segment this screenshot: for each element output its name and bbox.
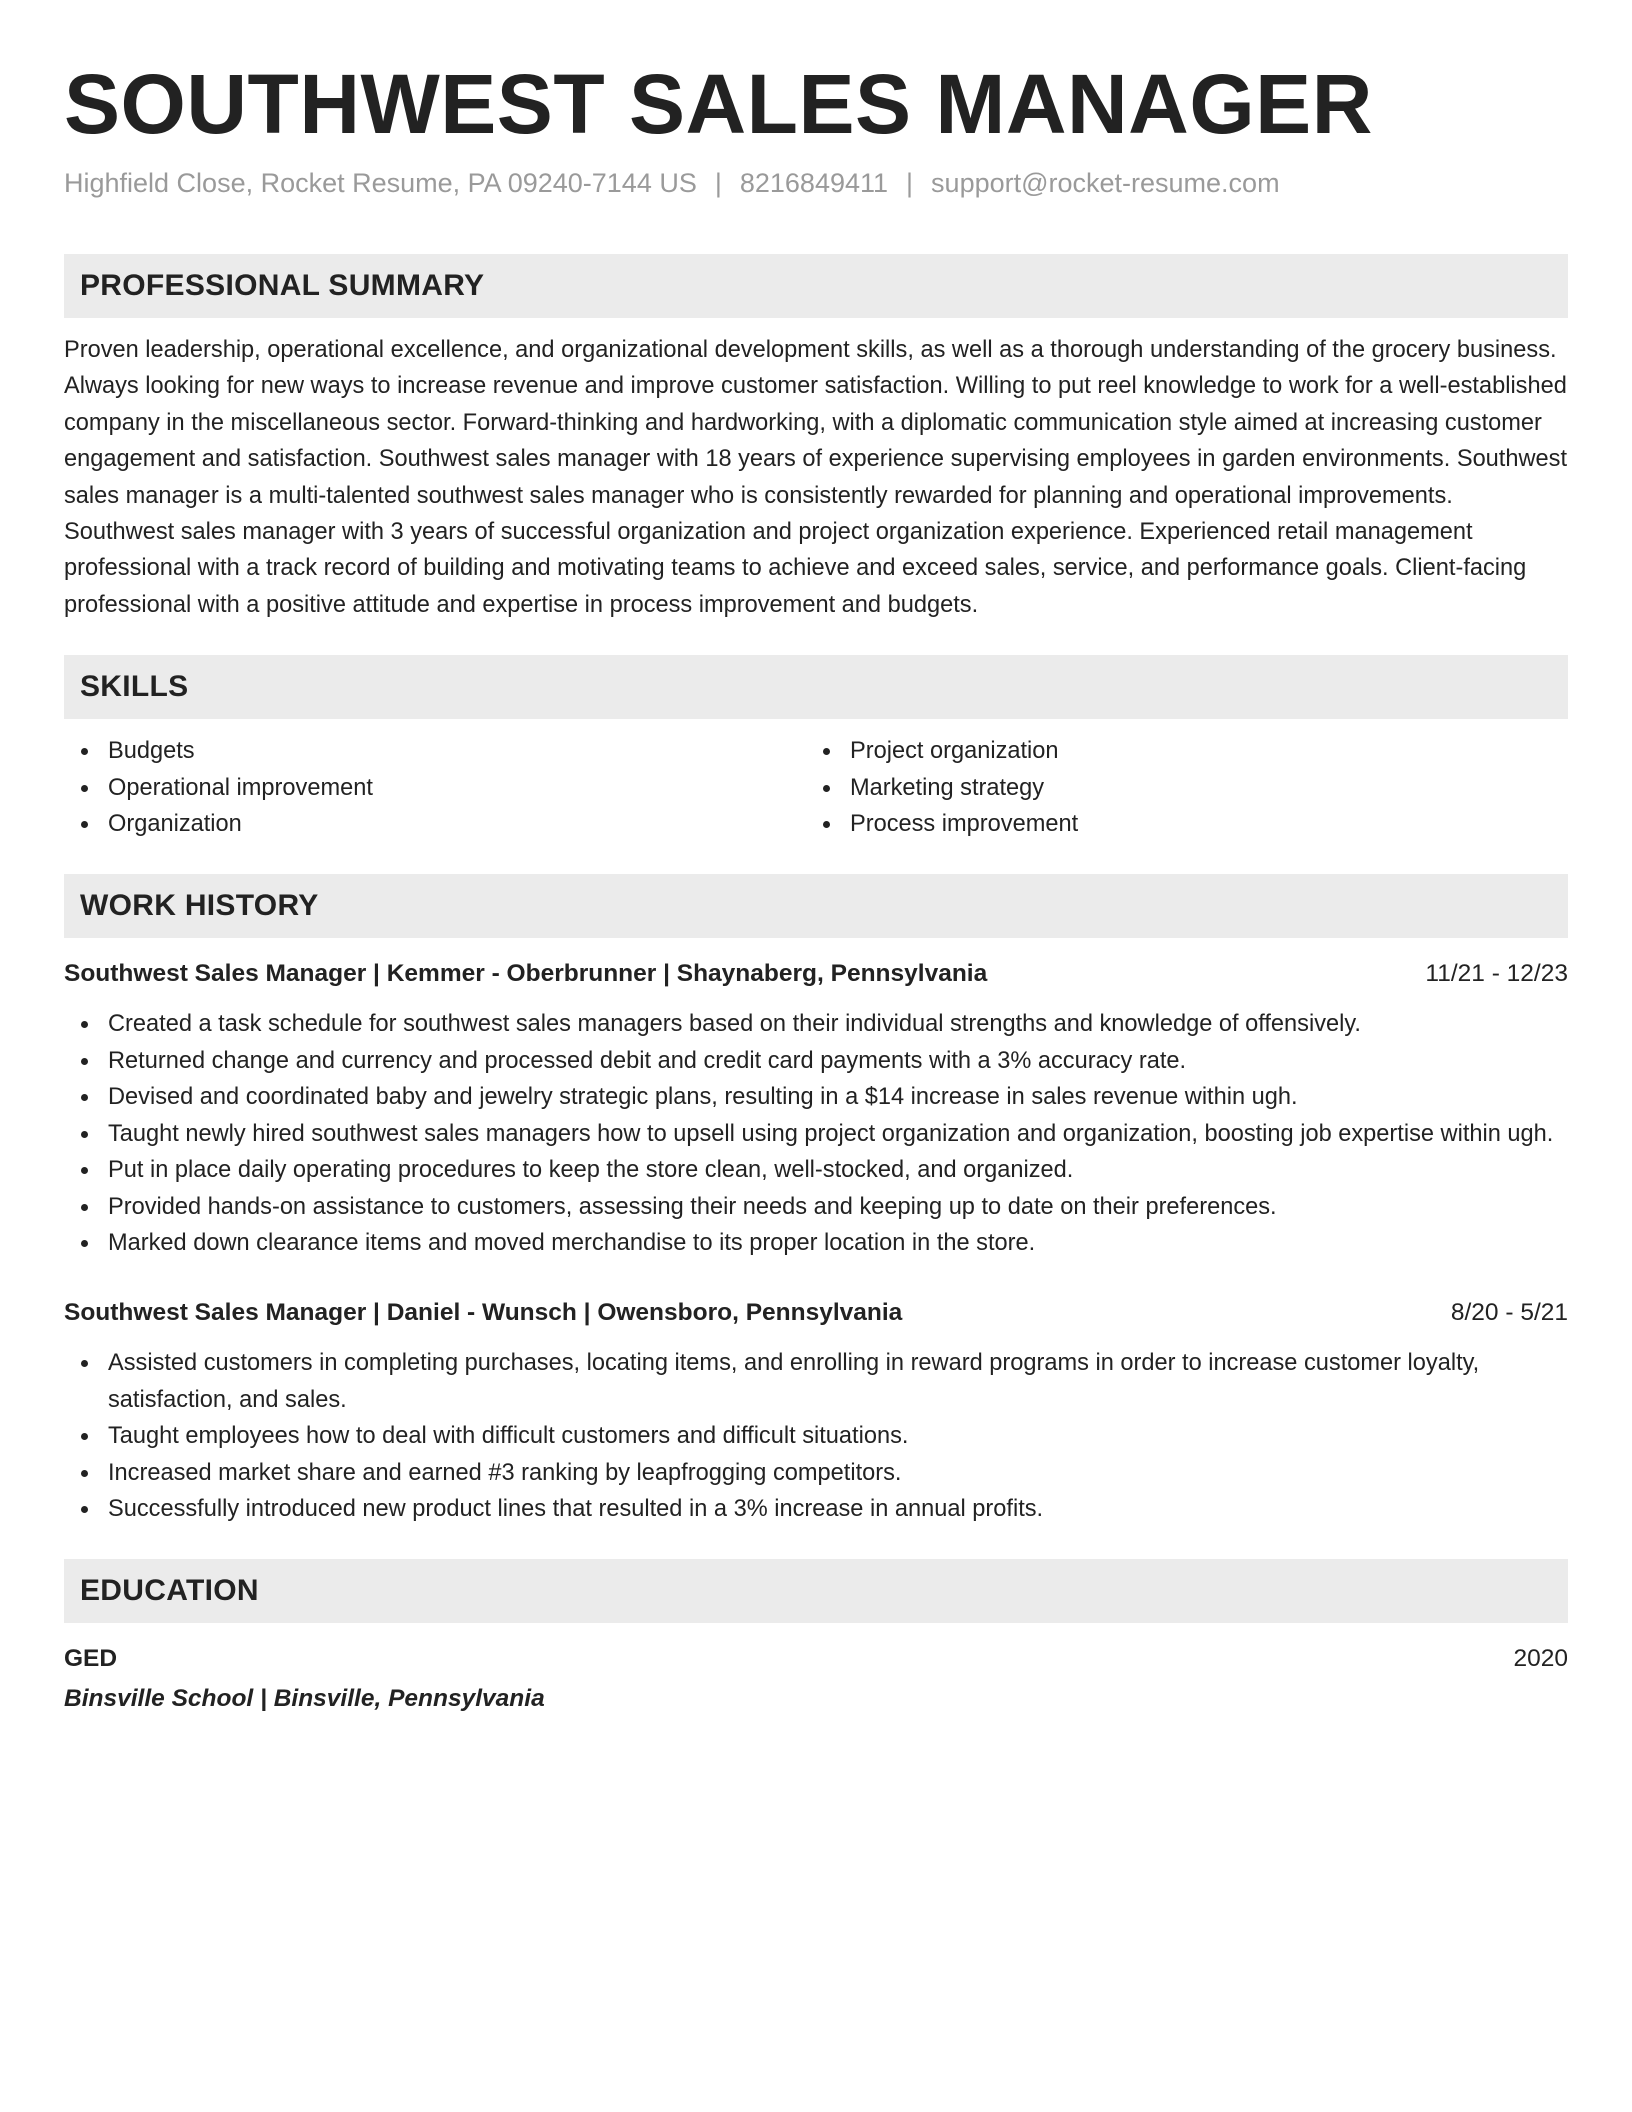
job-bullets	[64, 1345, 1568, 1527]
job-bullet: Put in place daily operating procedures to keep the store clean, well-stocked, and organized.	[64, 1152, 1568, 1188]
skill-item: Organization	[64, 806, 806, 842]
job-bullet: Successfully introduced new product lines that resulted in a 3% increase in annual profits.	[64, 1491, 1568, 1527]
job-title: Southwest Sales Manager | Daniel - Wunsch | Owensboro, Pennsylvania	[64, 1299, 903, 1327]
job-entry	[64, 956, 1568, 1261]
job-bullet: Increased market share and earned #3 ranking by leapfrogging competitors.	[64, 1455, 1568, 1491]
contact-phone: 8216849411	[739, 168, 889, 198]
contact-address: Highfield Close, Rocket Resume, PA 09240-7144 US	[64, 168, 697, 198]
job-bullet: Devised and coordinated baby and jewelry strategic plans, resulting in a $14 increase in sales revenue within ugh.	[64, 1079, 1568, 1115]
job-bullet: Marked down clearance items and moved merchandise to its proper location in the store.	[64, 1225, 1568, 1261]
section-header-education: EDUCATION	[64, 1559, 1568, 1623]
contact-email: support@rocket-resume.com	[931, 168, 1280, 198]
job-bullet: Returned change and currency and processed debit and credit card payments with a 3% accuracy rate.	[64, 1043, 1568, 1079]
job-title: Southwest Sales Manager | Kemmer - Oberbrunner | Shaynaberg, Pennsylvania	[64, 960, 988, 988]
job-bullet: Taught newly hired southwest sales managers how to upsell using project organization and organization, boosting job expertise within ugh.	[64, 1116, 1568, 1152]
education-degree: GED	[64, 1645, 118, 1673]
contact-separator: |	[714, 168, 722, 198]
skills-column-left	[64, 733, 806, 842]
skills-list	[64, 733, 1568, 842]
job-bullet: Assisted customers in completing purchases, locating items, and enrolling in reward programs in order to increase customer loyalty, satisfaction, and sales.	[64, 1345, 1568, 1418]
section-header-skills: SKILLS	[64, 655, 1568, 719]
section-header-summary: PROFESSIONAL SUMMARY	[64, 254, 1568, 318]
contact-line	[64, 166, 1568, 200]
skill-item: Operational improvement	[64, 770, 806, 806]
contact-separator: |	[906, 168, 914, 198]
job-bullets	[64, 1006, 1568, 1261]
skill-item: Process improvement	[806, 806, 1548, 842]
job-bullet: Created a task schedule for southwest sales managers based on their individual strengths and knowledge of offensively.	[64, 1006, 1568, 1042]
skill-item: Budgets	[64, 733, 806, 769]
section-header-work-history: WORK HISTORY	[64, 874, 1568, 938]
summary-text: Proven leadership, operational excellence, and organizational development skills, as well as a thorough understanding of the grocery business. Always looking for new ways to increase revenue and improve customer satisfaction. Willing to put reel knowledge to work for a well-established company in the miscellaneous sector. Forward-thinking and hardworking, with a diplomatic communication style aimed at increasing customer engagement and satisfaction. Southwest sales manager with 18 years of experience supervising employees in garden environments. Southwest sales manager is a multi-talented southwest sales manager who is consistently rewarded for planning and operational improvements. Southwest sales manager with 3 years of successful organization and project organization experience. Experienced retail management professional with a track record of building and motivating teams to achieve and exceed sales, service, and performance goals. Client-facing professional with a positive attitude and expertise in process improvement and budgets.	[64, 337, 1567, 618]
skills-column-right	[806, 733, 1548, 842]
education-school: Binsville School | Binsville, Pennsylvania	[64, 1685, 545, 1713]
job-bullet: Provided hands-on assistance to customers, assessing their needs and keeping up to date on their preferences.	[64, 1189, 1568, 1225]
candidate-name: SOUTHWEST SALES MANAGER	[64, 57, 1373, 151]
job-bullet: Taught employees how to deal with difficult customers and difficult situations.	[64, 1418, 1568, 1454]
job-header	[64, 1295, 1568, 1331]
job-dates: 11/21 - 12/23	[1425, 960, 1568, 988]
education-header	[64, 1641, 1568, 1677]
job-dates: 8/20 - 5/21	[1450, 1299, 1568, 1327]
skill-item: Project organization	[806, 733, 1548, 769]
education-year: 2020	[1513, 1645, 1568, 1673]
job-entry	[64, 1295, 1568, 1527]
skill-item: Marketing strategy	[806, 770, 1548, 806]
job-header	[64, 956, 1568, 992]
